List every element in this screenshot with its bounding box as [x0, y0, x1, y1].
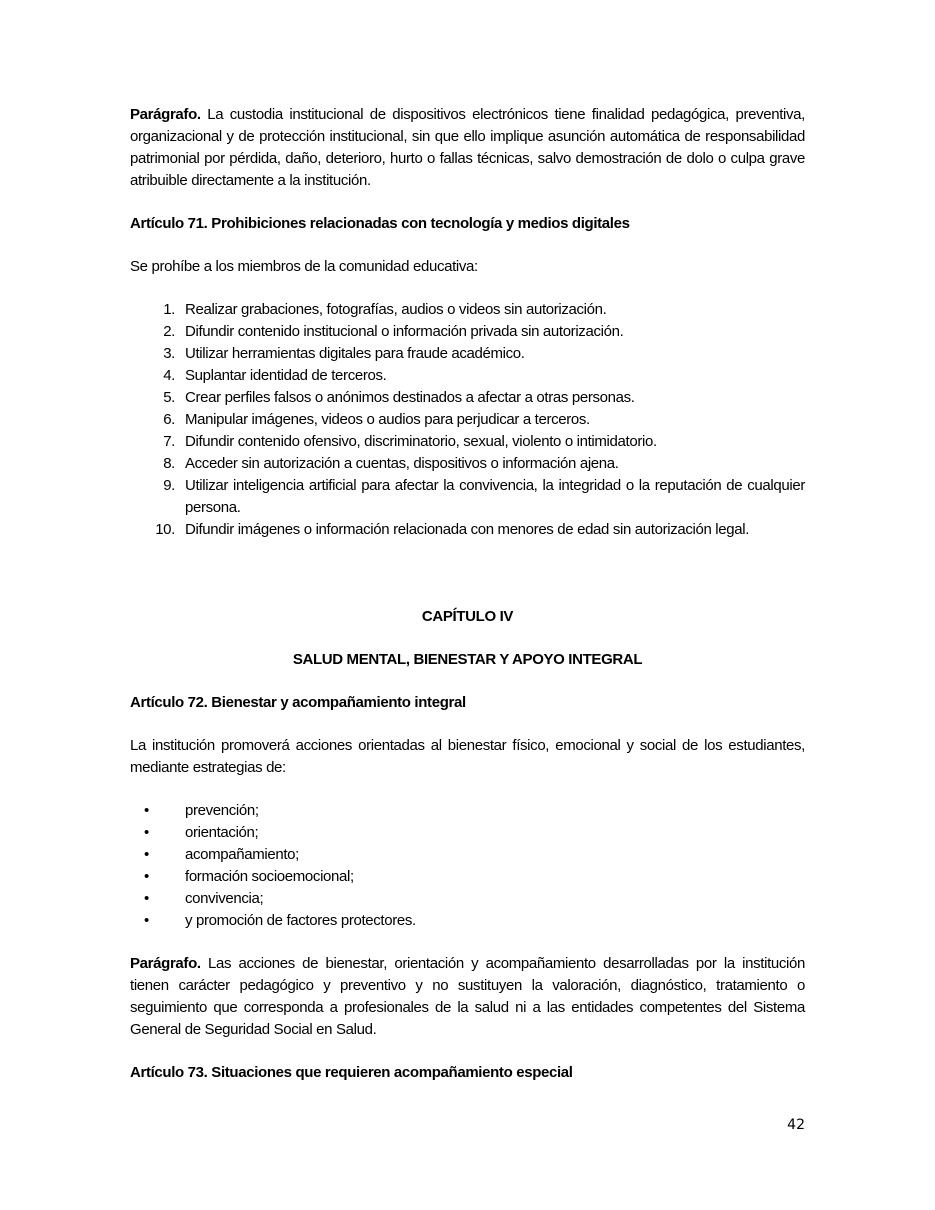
list-item: [130, 321, 805, 343]
list-item: [130, 387, 805, 409]
paragraph-wellbeing: [130, 953, 805, 1041]
list-item-text: prevención;: [185, 802, 259, 819]
list-marker: 2.: [163, 323, 175, 340]
list-marker: 10.: [155, 521, 175, 538]
list-item: [130, 409, 805, 431]
list-item: [130, 365, 805, 387]
page-number: 42: [787, 1117, 805, 1133]
list-item: [130, 475, 805, 519]
list-item-text: Utilizar inteligencia artificial para afectar la convivencia, la integridad o la reputación de cualquier persona.: [185, 477, 805, 516]
list-item: [130, 822, 805, 844]
prohibitions-list: [130, 299, 805, 541]
paragraph-text: Las acciones de bienestar, orientación y acompañamiento desarrolladas por la institución tienen carácter pedagógico y preventivo y no sustituyen la valoración, diagnóstico, tratamiento o seguimiento que corresponda a profesionales de la salud ni a las entidades competentes del Sistema General de Seguridad Social en Salud.: [130, 955, 805, 1038]
bullet-marker: •: [144, 912, 149, 929]
list-item-text: Difundir imágenes o información relacionada con menores de edad sin autorización legal.: [185, 521, 750, 538]
article-71-intro: Se prohíbe a los miembros de la comunidad educativa:: [130, 258, 478, 275]
article-72-intro: La institución promoverá acciones orientadas al bienestar físico, emocional y social de los estudiantes, mediante estrategias de:: [130, 737, 805, 776]
list-marker: 4.: [163, 367, 175, 384]
list-marker: 8.: [163, 455, 175, 472]
chapter-number: CAPÍTULO IV: [421, 608, 514, 625]
list-item-text: acompañamiento;: [185, 846, 299, 863]
list-item-text: Difundir contenido institucional o información privada sin autorización.: [185, 323, 624, 340]
list-marker: 1.: [163, 301, 175, 318]
list-marker: 6.: [163, 411, 175, 428]
list-item-text: Utilizar herramientas digitales para fraude académico.: [185, 345, 525, 362]
list-item: [130, 343, 805, 365]
list-item-text: Manipular imágenes, videos o audios para perjudicar a terceros.: [185, 411, 590, 428]
bullet-marker: •: [144, 846, 149, 863]
list-item-text: orientación;: [185, 824, 259, 841]
list-item: [130, 519, 805, 541]
list-item-text: convivencia;: [185, 890, 264, 907]
list-item: [130, 453, 805, 475]
paragraph-text: La custodia institucional de dispositivos electrónicos tiene finalidad pedagógica, preventiva, organizacional y de protección institucional, sin que ello implique asunción automática de responsabilidad patrimonial por pérdida, daño, deterioro, hurto o fallas técnicas, salvo demostración de dolo o culpa grave atribuible directamente a la institución.: [130, 106, 805, 189]
paragraph-custody: [130, 104, 805, 192]
chapter-title: SALUD MENTAL, BIENESTAR Y APOYO INTEGRAL: [292, 651, 643, 668]
list-item-text: Suplantar identidad de terceros.: [185, 367, 387, 384]
article-71-heading: Artículo 71. Prohibiciones relacionadas con tecnología y medios digitales: [130, 215, 630, 232]
list-item-text: y promoción de factores protectores.: [185, 912, 416, 929]
bullet-marker: •: [144, 890, 149, 907]
list-item: [130, 888, 805, 910]
article-72-heading: Artículo 72. Bienestar y acompañamiento integral: [130, 694, 466, 711]
list-item-text: Acceder sin autorización a cuentas, dispositivos o información ajena.: [185, 455, 619, 472]
list-item: [130, 866, 805, 888]
list-marker: 3.: [163, 345, 175, 362]
bullet-marker: •: [144, 868, 149, 885]
list-item-text: formación socioemocional;: [185, 868, 354, 885]
list-item-text: Difundir contenido ofensivo, discriminatorio, sexual, violento o intimidatorio.: [185, 433, 657, 450]
list-marker: 5.: [163, 389, 175, 406]
list-item-text: Realizar grabaciones, fotografías, audios o videos sin autorización.: [185, 301, 607, 318]
bullet-marker: •: [144, 824, 149, 841]
list-item: [130, 431, 805, 453]
bullet-marker: •: [144, 802, 149, 819]
paragraph-label: Parágrafo.: [130, 955, 201, 972]
strategies-list: [130, 800, 805, 932]
list-item: [130, 910, 805, 932]
list-item: [130, 299, 805, 321]
document-page: [130, 104, 805, 1084]
list-item-text: Crear perfiles falsos o anónimos destinados a afectar a otras personas.: [185, 389, 635, 406]
paragraph-label: Parágrafo.: [130, 106, 201, 123]
list-marker: 9.: [163, 477, 175, 494]
list-item: [130, 844, 805, 866]
list-marker: 7.: [163, 433, 175, 450]
article-73-heading: Artículo 73. Situaciones que requieren acompañamiento especial: [130, 1064, 573, 1081]
list-item: [130, 800, 805, 822]
